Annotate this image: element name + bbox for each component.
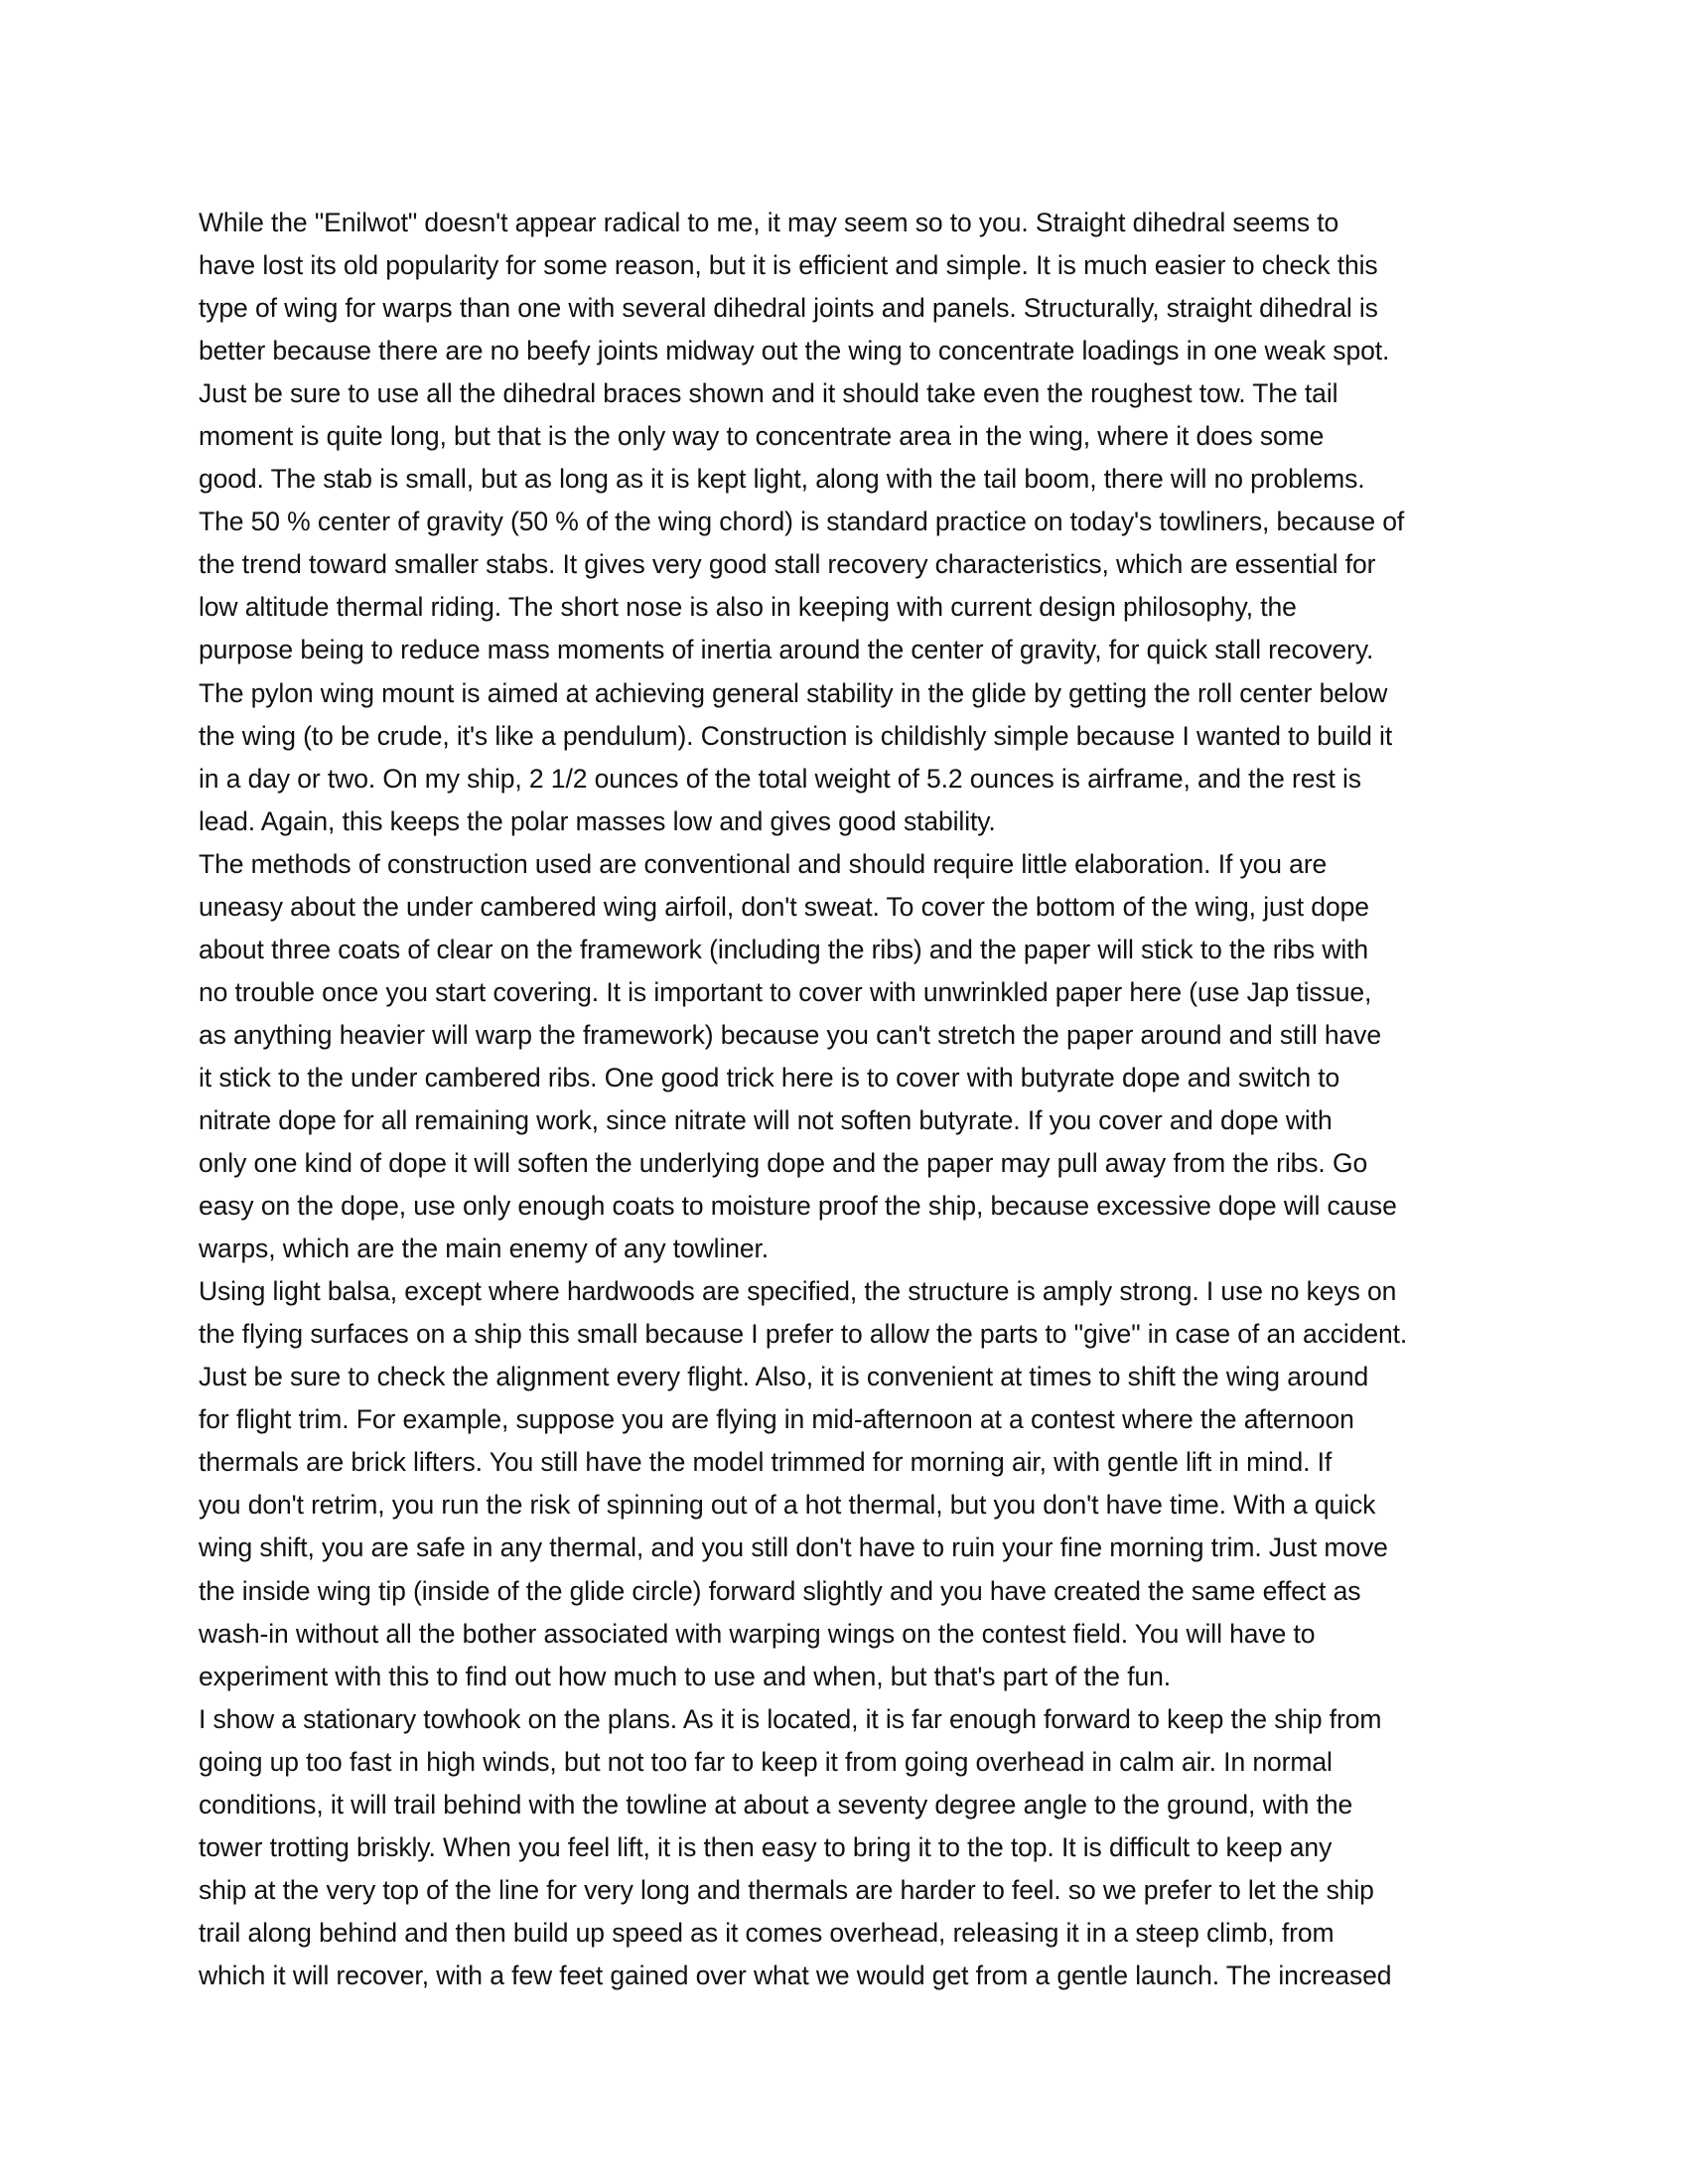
text-line: conditions, it will trail behind with the towline at about a seventy degree angle to the ground, with the bbox=[199, 1789, 1353, 1820]
text-line: experiment with this to find out how much to use and when, but that's part of the fun. bbox=[199, 1661, 1172, 1691]
text-line: the inside wing tip (inside of the glide circle) forward slightly and you have created the same effect as bbox=[199, 1575, 1361, 1606]
body-text bbox=[199, 202, 1491, 1997]
text-line: tower trotting briskly. When you feel lift, it is then easy to bring it to the top. It is difficult to keep any bbox=[199, 1831, 1333, 1862]
text-line: purpose being to reduce mass moments of inertia around the center of gravity, for quick stall recovery. bbox=[199, 635, 1374, 665]
text-line: nitrate dope for all remaining work, since nitrate will not soften butyrate. If you cover and dope with bbox=[199, 1104, 1333, 1135]
text-line: ship at the very top of the line for very long and thermals are harder to feel. so we prefer to let the ship bbox=[199, 1874, 1374, 1905]
text-line: have lost its old popularity for some reason, but it is efficient and simple. It is much easier to check this bbox=[199, 250, 1378, 281]
text-line: warps, which are the main enemy of any towliner. bbox=[199, 1234, 770, 1264]
text-line: for flight trim. For example, suppose you are flying in mid-afternoon at a contest where the afternoon bbox=[199, 1404, 1354, 1435]
text-line: it stick to the under cambered ribs. One good trick here is to cover with butyrate dope and switch to bbox=[199, 1062, 1340, 1092]
text-line: I show a stationary towhook on the plans. As it is located, it is far enough forward to keep the ship from bbox=[199, 1703, 1382, 1734]
text-line: moment is quite long, but that is the only way to concentrate area in the wing, where it does some bbox=[199, 421, 1325, 452]
text-line: wash-in without all the bother associated with warping wings on the contest field. You will have to bbox=[199, 1618, 1316, 1649]
text-line: no trouble once you start covering. It is important to cover with unwrinkled paper here (use Jap tissue, bbox=[199, 976, 1372, 1007]
text-line: Using light balsa, except where hardwoods are specified, the structure is amply strong. I use no keys on bbox=[199, 1276, 1397, 1307]
text-line: the flying surfaces on a ship this small because I prefer to allow the parts to "give" in case of an accident. bbox=[199, 1319, 1408, 1350]
text-line: thermals are brick lifters. You still have the model trimmed for morning air, with gentle lift in mind. If bbox=[199, 1447, 1333, 1478]
text-line: which it will recover, with a few feet gained over what we would get from a gentle launch. The increased bbox=[199, 1960, 1392, 1990]
text-line: The 50 % center of gravity (50 % of the wing chord) is standard practice on today's towliners, because of bbox=[199, 507, 1405, 537]
text-line: wing shift, you are safe in any thermal, and you still don't have to ruin your fine morning trim. Just move bbox=[199, 1532, 1388, 1563]
text-line: uneasy about the under cambered wing airfoil, don't sweat. To cover the bottom of the wing, just dope bbox=[199, 891, 1369, 922]
text-line: about three coats of clear on the framework (including the ribs) and the paper will stick to the ribs with bbox=[199, 934, 1369, 964]
text-line: only one kind of dope it will soften the underlying dope and the paper may pull away from the ribs. Go bbox=[199, 1148, 1368, 1179]
text-line: Just be sure to use all the dihedral braces shown and it should take even the roughest tow. The tail bbox=[199, 378, 1338, 409]
text-line: trail along behind and then build up speed as it comes overhead, releasing it in a steep climb, from bbox=[199, 1917, 1335, 1948]
text-line: low altitude thermal riding. The short nose is also in keeping with current design philosophy, the bbox=[199, 592, 1297, 623]
text-line: The pylon wing mount is aimed at achieving general stability in the glide by getting the roll center below bbox=[199, 677, 1388, 708]
text-line: you don't retrim, you run the risk of spinning out of a hot thermal, but you don't have time. With a quick bbox=[199, 1490, 1376, 1521]
text-line: the trend toward smaller stabs. It gives very good stall recovery characteristics, which are essential for bbox=[199, 549, 1376, 580]
text-line: The methods of construction used are conventional and should require little elaboration. If you are bbox=[199, 848, 1328, 879]
text-line: going up too fast in high winds, but not too far to keep it from going overhead in calm air. In normal bbox=[199, 1746, 1333, 1777]
text-line: better because there are no beefy joints midway out the wing to concentrate loadings in one weak spot. bbox=[199, 336, 1390, 366]
text-line: in a day or two. On my ship, 2 1/2 ounces of the total weight of 5.2 ounces is airframe, and the rest is bbox=[199, 763, 1361, 794]
text-line: the wing (to be crude, it's like a pendulum). Construction is childishly simple because I wanted to build it bbox=[199, 720, 1393, 751]
text-line: While the "Enilwot" doesn't appear radical to me, it may seem so to you. Straight dihedral seems to bbox=[199, 208, 1339, 237]
text-line: lead. Again, this keeps the polar masses low and gives good stability. bbox=[199, 805, 996, 836]
text-line: as anything heavier will warp the framework) because you can't stretch the paper around and still have bbox=[199, 1019, 1381, 1050]
text-line: easy on the dope, use only enough coats to moisture proof the ship, because excessive dope will cause bbox=[199, 1191, 1397, 1222]
text-line: good. The stab is small, but as long as it is kept light, along with the tail boom, there will no problems. bbox=[199, 464, 1365, 495]
text-line: Just be sure to check the alignment every flight. Also, it is convenient at times to shift the wing around bbox=[199, 1362, 1369, 1392]
text-line: type of wing for warps than one with several dihedral joints and panels. Structurally, straight dihedral is bbox=[199, 293, 1378, 324]
